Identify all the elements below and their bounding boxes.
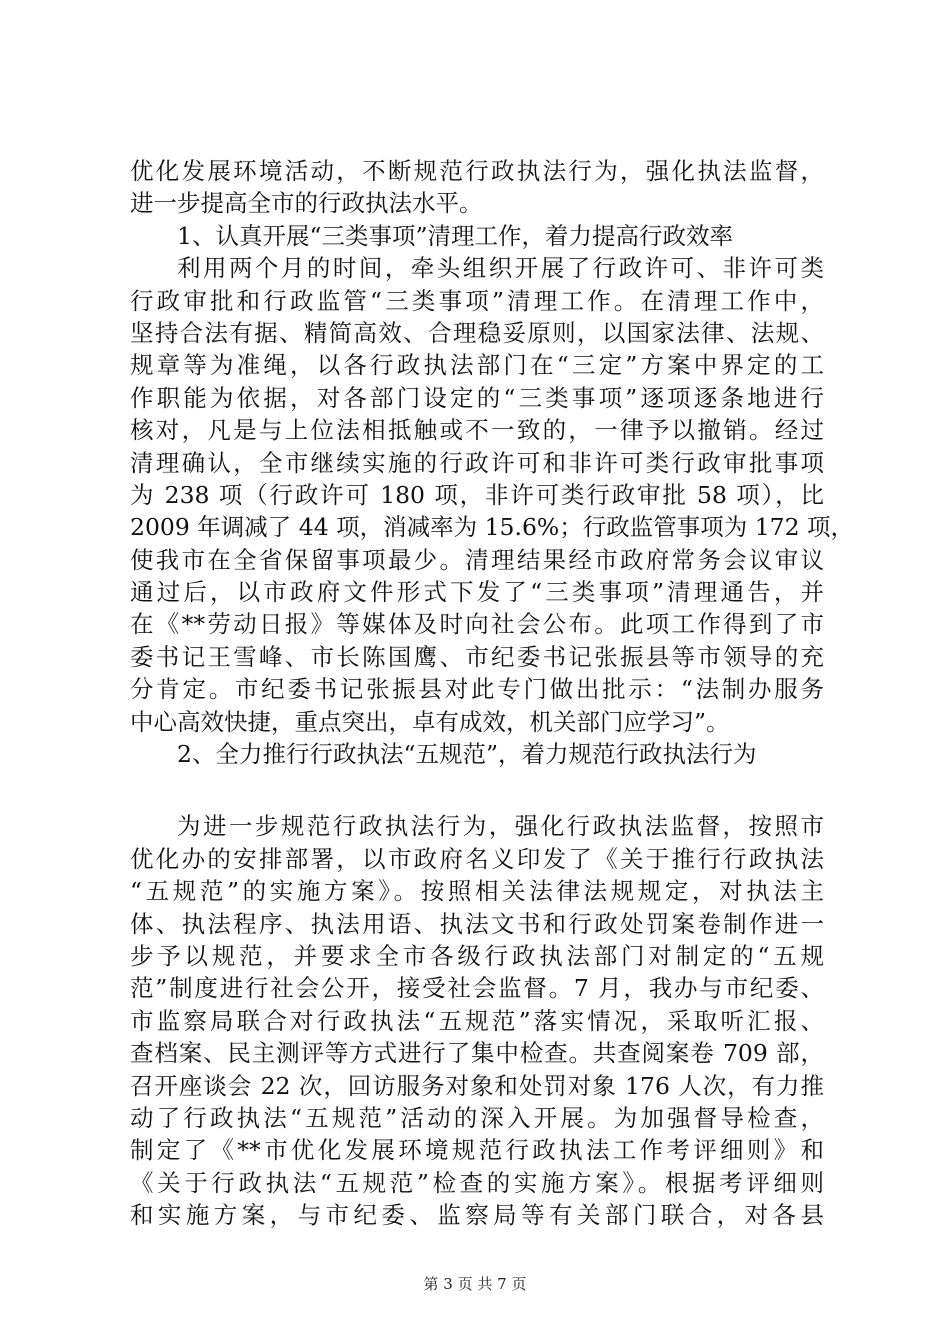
text-line: 行政审批和行政监管“三类事项”清理工作。在清理工作中， [130,286,824,315]
section-heading-1: 1、认真开展“三类事项”清理工作，着力提高行政效率 [177,221,733,250]
text-line: 和实施方案，与市纪委、监察局等有关部门联合，对各县 [130,1201,824,1230]
text-line: 2009 年调减了 44 项，消减率为 15.6%；行政监管事项为 172 项， [130,513,855,542]
text-line: 范”制度进行社会公开，接受社会监督。7 月，我办与市纪委、 [130,974,824,1003]
text-line: 在《**劳动日报》等媒体及时向社会公布。此项工作得到了市 [130,610,824,639]
text-line: 委书记王雪峰、市长陈国鹰、市纪委书记张振县等市领导的充 [130,642,824,671]
text-line: 作职能为依据，对各部门设定的“三类事项”逐项逐条地进行 [130,383,824,412]
text-line: 查档案、民主测评等方式进行了集中检查。共查阅案卷 709 部， [130,1039,824,1068]
paragraph-2 [130,810,824,1231]
paragraph-1 [130,252,855,738]
document-body [130,155,855,1232]
text-line: “五规范”的实施方案》。按照相关法律法规规定，对执法主 [130,877,824,906]
text-line: 优化发展环境活动，不断规范行政执法行为，强化执法监督， [130,157,824,185]
text-line: 中心高效快捷，重点突出，卓有成效，机关部门应学习”。 [130,707,730,736]
text-line: 《关于行政执法“五规范”检查的实施方案》。根据考评细则 [130,1168,824,1197]
text-line: 进一步提高全市的行政执法水平。 [130,189,483,218]
intro-paragraph [130,155,824,220]
text-line: 分肯定。市纪委书记张振县对此专门做出批示：“法制办服务 [130,675,824,704]
text-line: 动了行政执法“五规范”活动的深入开展。为加强督导检查， [130,1103,824,1132]
text-line: 利用两个月的时间，牵头组织开展了行政许可、非许可类 [177,254,824,283]
text-line: 通过后，以市政府文件形式下发了“三类事项”清理通告，并 [130,578,824,607]
text-line: 坚持合法有据、精简高效、合理稳妥原则，以国家法律、法规、 [130,318,824,347]
text-line: 清理确认，全市继续实施的行政许可和非许可类行政审批事项 [130,448,824,477]
text-line: 市监察局联合对行政执法“五规范”落实情况，采取听汇报、 [130,1006,824,1035]
section-heading-2: 2、全力推行行政执法“五规范”，着力规范行政执法行为 [177,740,757,769]
text-line: 为 238 项（行政许可 180 项，非许可类行政审批 58 项），比 [130,480,824,509]
text-line: 优化办的安排部署，以市政府名义印发了《关于推行行政执法 [130,844,824,873]
text-line: 召开座谈会 22 次，回访服务对象和处罚对象 176 人次，有力推 [130,1071,824,1100]
spacer [130,770,824,810]
text-line: 使我市在全省保留事项最少。清理结果经市政府常务会议审议 [130,545,824,574]
text-line: 规章等为准绳，以各行政执法部门在“三定”方案中界定的工 [130,351,824,380]
text-line: 为进一步规范行政执法行为，强化行政执法监督，按照市 [177,812,824,841]
text-line: 制定了《**市优化发展环境规范行政执法工作考评细则》和 [130,1136,824,1165]
text-line: 步予以规范，并要求全市各级行政执法部门对制定的“五规 [130,941,824,970]
text-line: 核对，凡是与上位法相抵触或不一致的，一律予以撤销。经过 [130,416,824,445]
page-number-footer: 第 3 页 共 7 页 [423,1275,527,1293]
text-line: 体、执法程序、执法用语、执法文书和行政处罚案卷制作进一 [130,909,824,938]
